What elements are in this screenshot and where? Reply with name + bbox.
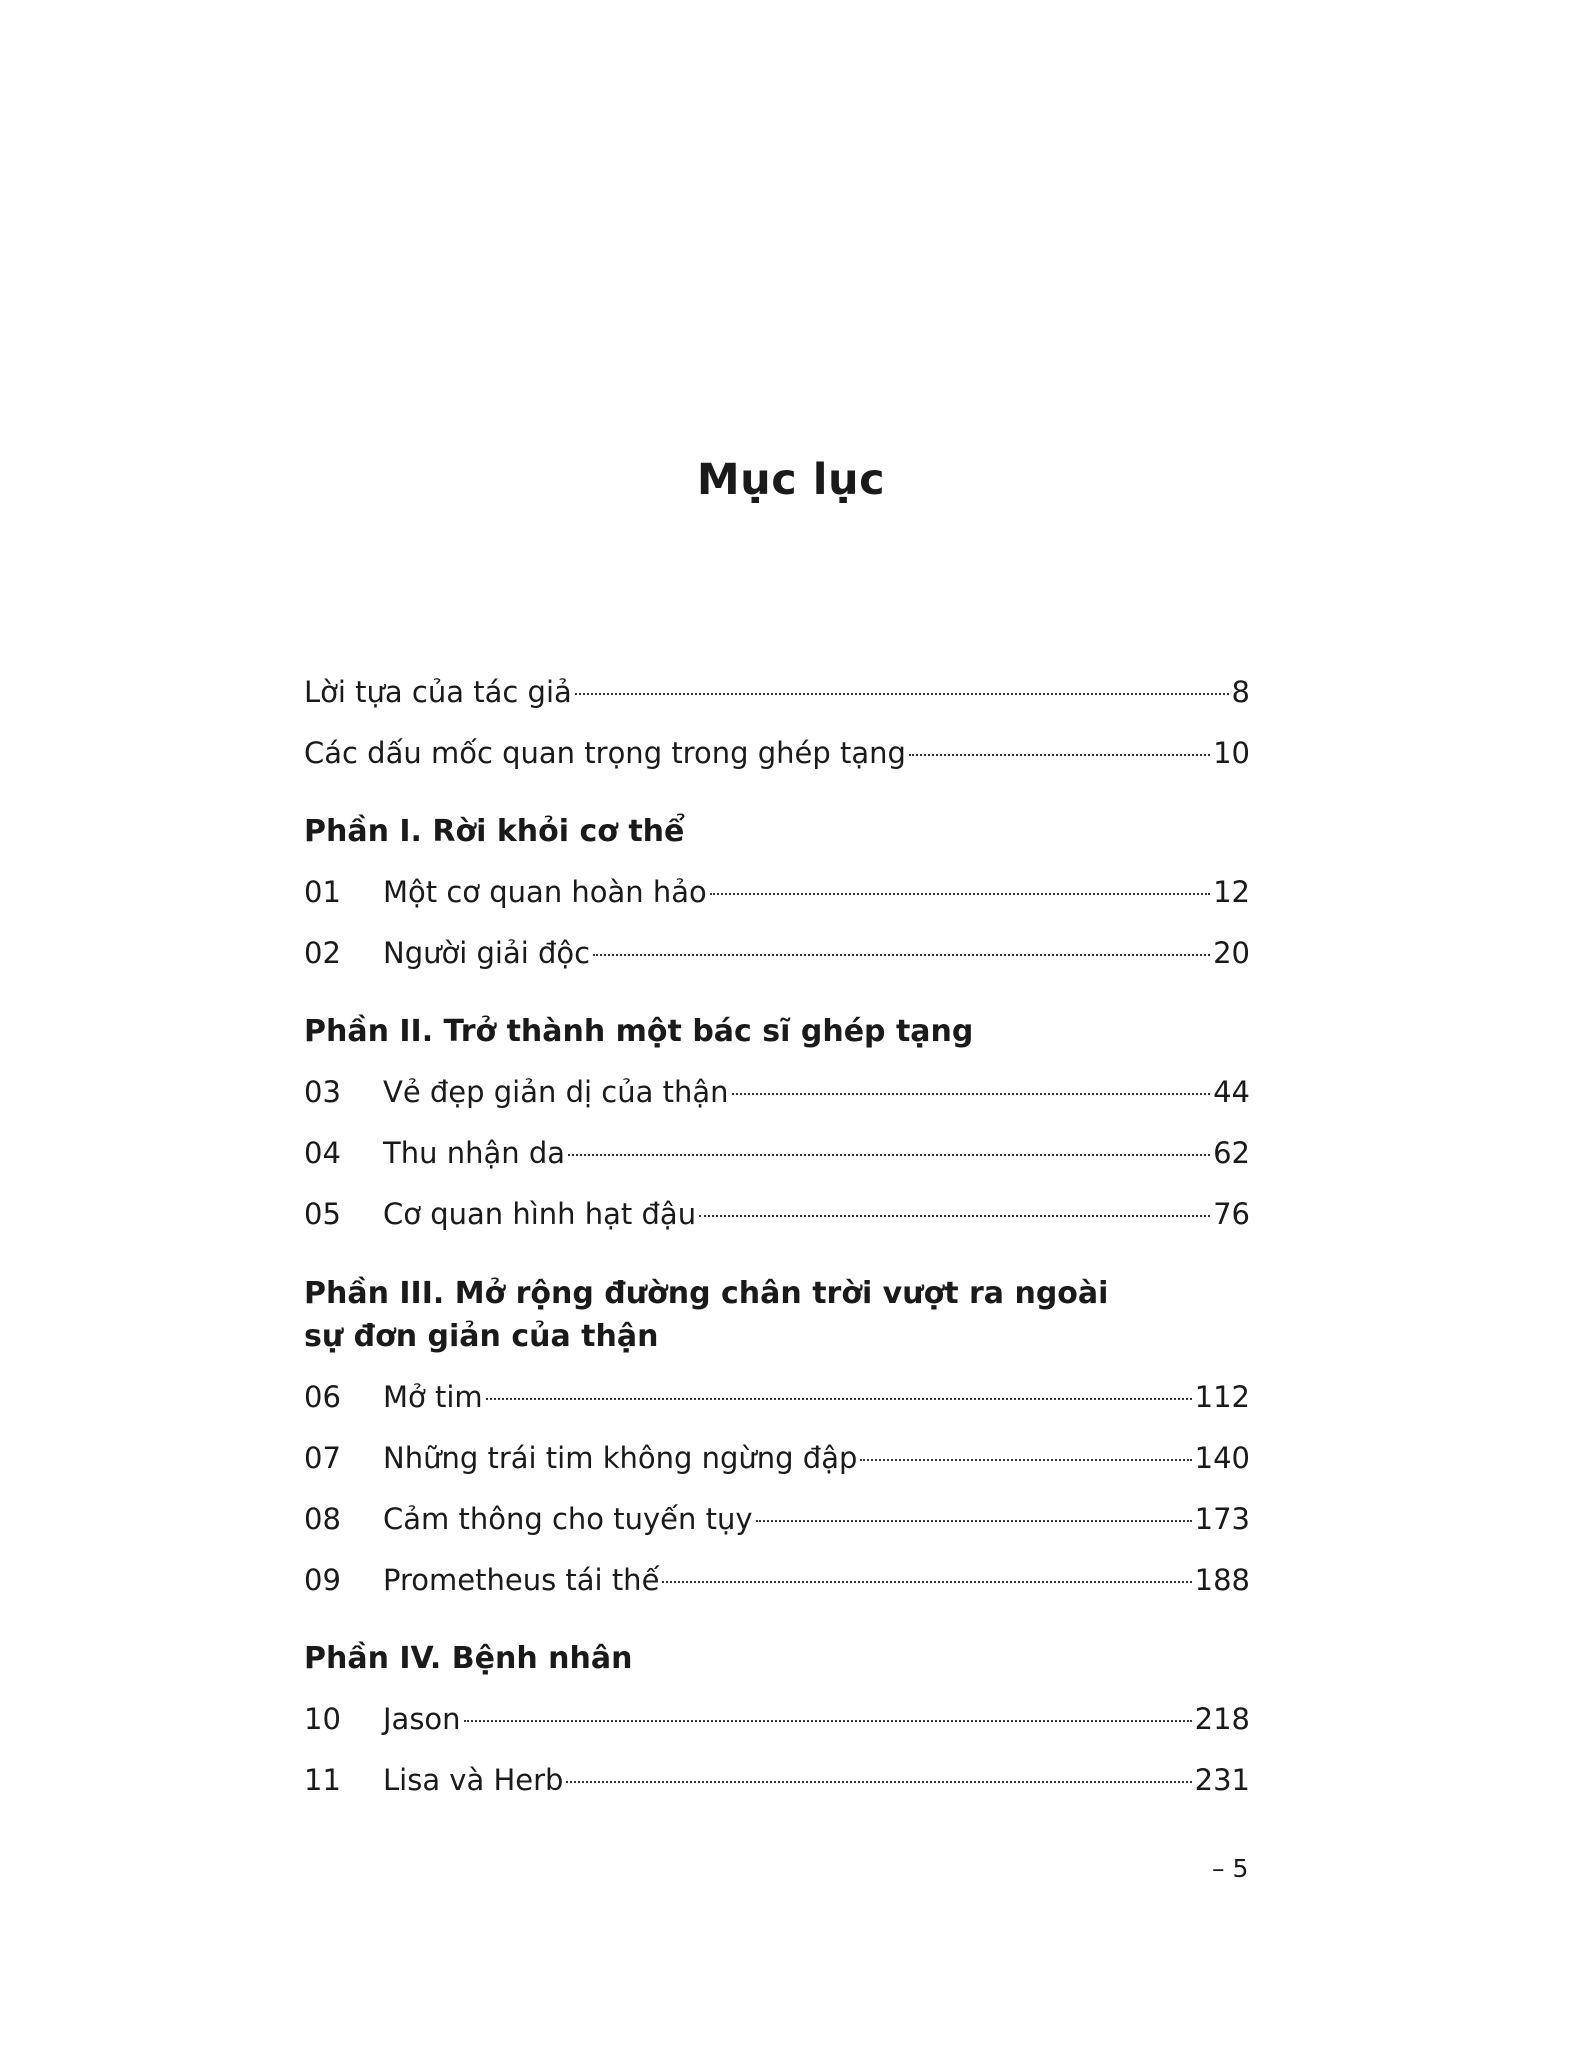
toc-entry-title: Vẻ đẹp giản dị của thận bbox=[383, 1075, 729, 1109]
page-number: – 5 bbox=[1212, 1854, 1249, 1883]
chapter-number: 10 bbox=[304, 1702, 341, 1736]
toc-entry-preface[interactable] bbox=[304, 672, 1250, 712]
chapter-number: 06 bbox=[304, 1380, 341, 1414]
chapter-number: 03 bbox=[304, 1075, 341, 1109]
toc-entry-page: 10 bbox=[1213, 736, 1250, 770]
chapter-number: 05 bbox=[304, 1197, 341, 1231]
toc-entry-page: 140 bbox=[1194, 1441, 1250, 1475]
toc-entry-chapter[interactable] bbox=[304, 1699, 1250, 1739]
dot-leader bbox=[486, 1398, 1192, 1400]
toc-entry-page: 44 bbox=[1213, 1075, 1250, 1109]
dot-leader bbox=[710, 893, 1210, 895]
toc-entry-title: Mở tim bbox=[383, 1380, 483, 1414]
dot-leader bbox=[566, 1781, 1191, 1783]
toc-entry-chapter[interactable] bbox=[304, 1194, 1250, 1234]
toc-entry-title: Prometheus tái thế bbox=[383, 1563, 660, 1597]
toc-entry-chapter[interactable] bbox=[304, 872, 1250, 912]
toc-entry-title: Lời tựa của tác giả bbox=[304, 675, 572, 709]
chapter-number: 09 bbox=[304, 1563, 341, 1597]
dot-leader bbox=[699, 1215, 1210, 1217]
toc-entry-title: Jason bbox=[383, 1702, 461, 1736]
dot-leader bbox=[593, 954, 1210, 956]
toc-entry-chapter[interactable] bbox=[304, 933, 1250, 973]
toc-entry-page: 62 bbox=[1213, 1136, 1250, 1170]
toc-entry-chapter[interactable] bbox=[304, 1760, 1250, 1800]
toc-entry-page: 231 bbox=[1194, 1763, 1250, 1797]
toc-entry-title: Thu nhận da bbox=[383, 1136, 566, 1170]
toc-entry-page: 20 bbox=[1213, 936, 1250, 970]
toc-entry-chapter[interactable] bbox=[304, 1133, 1250, 1173]
toc-entry-title: Cơ quan hình hạt đậu bbox=[383, 1197, 697, 1231]
toc-entry-page: 218 bbox=[1194, 1702, 1250, 1736]
chapter-number: 04 bbox=[304, 1136, 341, 1170]
toc-entry-chapter[interactable] bbox=[304, 1438, 1250, 1478]
part-heading-3[interactable]: Phần III. Mở rộng đường chân trời vượt ra ngoài sự đơn giản của thận bbox=[304, 1276, 1109, 1354]
toc-entry-page: 188 bbox=[1194, 1563, 1250, 1597]
part-heading-4[interactable]: Phần IV. Bệnh nhân bbox=[304, 1641, 633, 1676]
page-title: Mục lục bbox=[696, 455, 886, 505]
dot-leader bbox=[756, 1520, 1192, 1522]
chapter-number: 07 bbox=[304, 1441, 341, 1475]
toc-entry-page: 76 bbox=[1213, 1197, 1250, 1231]
chapter-number: 08 bbox=[304, 1502, 341, 1536]
toc-entry-title: Lisa và Herb bbox=[383, 1763, 564, 1797]
part-heading-1[interactable]: Phần I. Rời khỏi cơ thể bbox=[304, 814, 685, 849]
dot-leader bbox=[575, 693, 1229, 695]
toc-entry-milestones[interactable] bbox=[304, 733, 1250, 773]
toc-entry-page: 173 bbox=[1194, 1502, 1250, 1536]
dot-leader bbox=[732, 1093, 1211, 1095]
part-heading-2[interactable]: Phần II. Trở thành một bác sĩ ghép tạng bbox=[304, 1014, 974, 1049]
toc-entry-page: 8 bbox=[1231, 675, 1250, 709]
dot-leader bbox=[860, 1459, 1191, 1461]
toc-entry-chapter[interactable] bbox=[304, 1377, 1250, 1417]
chapter-number: 02 bbox=[304, 936, 341, 970]
toc-entry-title: Cảm thông cho tuyến tụy bbox=[383, 1502, 753, 1536]
toc-entry-chapter[interactable] bbox=[304, 1072, 1250, 1112]
toc-entry-title: Người giải độc bbox=[383, 936, 591, 970]
dot-leader bbox=[568, 1154, 1210, 1156]
toc-entry-chapter[interactable] bbox=[304, 1499, 1250, 1539]
dot-leader bbox=[662, 1581, 1191, 1583]
chapter-number: 01 bbox=[304, 875, 341, 909]
dot-leader bbox=[909, 754, 1210, 756]
toc-entry-title: Một cơ quan hoàn hảo bbox=[383, 875, 707, 909]
toc-entry-page: 112 bbox=[1194, 1380, 1250, 1414]
toc-entry-page: 12 bbox=[1213, 875, 1250, 909]
toc-entry-chapter[interactable] bbox=[304, 1560, 1250, 1600]
chapter-number: 11 bbox=[304, 1763, 341, 1797]
toc-entry-title: Các dấu mốc quan trọng trong ghép tạng bbox=[304, 736, 906, 770]
toc-entry-title: Những trái tim không ngừng đập bbox=[383, 1441, 858, 1475]
dot-leader bbox=[464, 1720, 1192, 1722]
